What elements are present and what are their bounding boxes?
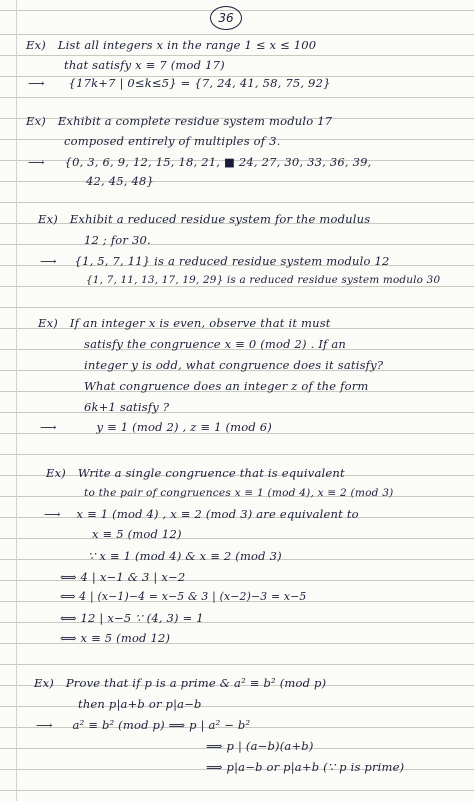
ex2-answer-line-1 [28,155,371,169]
ex1-answer-text-1: {17k+7 | 0≤k≤5} = {7, 24, 41, 58, 75, 92} [68,76,331,90]
ex5-answer-line-1 [44,507,359,521]
arrow-icon: ⟶ [44,507,61,521]
ex4-question-line-5: 6k+1 satisfy ? [84,400,170,414]
ex6-question-line-1 [34,676,326,690]
ex3-question-line-1 [38,212,370,226]
arrow-icon: ⟶ [40,420,57,434]
ex4-label: Ex) [38,316,58,330]
ex4-question-line-4: What congruence does an integer z of the form [84,379,369,393]
ex4-answer-text-1: y ≡ 1 (mod 2) , z ≡ 1 (mod 6) [96,420,272,434]
ex2-question-text-1: Exhibit a complete residue system modulo 17 [57,114,333,128]
ex5-step-line-4: ⟺ 12 | x−5 ∵ (4, 3) = 1 [60,611,204,625]
ex2-question-line-2: composed entirely of multiples of 3. [64,134,281,148]
ex6-answer-line-3: ⟹ p|a−b or p|a+b (∵ p is prime) [206,760,405,774]
ex4-question-text-1: If an integer x is even, observe that it must [69,316,331,330]
ex5-answer-line-2: x ≡ 5 (mod 12) [92,527,182,541]
arrow-icon: ⟶ [28,76,45,90]
ex4-question-line-1 [38,316,331,330]
ex4-question-line-3: integer y is odd, what congruence does it satisfy? [84,358,384,372]
ex6-question-line-2: then p|a+b or p|a−b [78,697,202,711]
ex2-label: Ex) [26,114,46,128]
ex1-label: Ex) [26,38,46,52]
ex3-answer-line-1 [40,254,390,268]
ex3-answer-line-2: {1, 7, 11, 13, 17, 19, 29} is a reduced residue system modulo 30 [86,274,441,286]
ex1-question-line-1 [26,38,316,52]
ex5-question-line-2: to the pair of congruences x ≡ 1 (mod 4), x ≡ 2 (mod 3) [84,487,394,499]
ex4-question-line-2: satisfy the congruence x ≡ 0 (mod 2) . If an [84,337,347,351]
ex2-answer-line-2: 42, 45, 48} [86,174,155,188]
ex2-question-line-1 [26,114,332,128]
ex1-answer-line-1 [28,76,331,90]
arrow-icon: ⟶ [28,155,45,169]
ex6-answer-line-2: ⟹ p | (a−b)(a+b) [206,739,314,753]
ex1-question-line-2: that satisfy x ≡ 7 (mod 17) [64,58,225,72]
ex6-label: Ex) [34,676,54,690]
ex6-answer-line-1 [36,718,250,732]
ex5-step-line-5: ⟺ x ≡ 5 (mod 12) [60,631,171,645]
ex5-step-line-1: ∵ x ≡ 1 (mod 4) & x ≡ 2 (mod 3) [88,549,282,563]
margin-line [16,0,17,801]
ex5-step-line-2: ⟺ 4 | x−1 & 3 | x−2 [60,570,186,584]
ex3-question-text-1: Exhibit a reduced residue system for the modulus [69,212,371,226]
arrow-icon: ⟶ [40,254,57,268]
ex5-step-line-3: ⟺ 4 | (x−1)−4 = x−5 & 3 | (x−2)−3 = x−5 [60,590,307,603]
page-number: 36 [210,6,242,30]
ex6-question-text-1: Prove that if p is a prime & a² ≡ b² (mod p) [65,676,327,690]
arrow-icon: ⟶ [36,718,53,732]
ex6-answer-text-1: a² ≡ b² (mod p) ⟹ p | a² − b² [72,718,251,732]
ex5-label: Ex) [46,466,66,480]
ex5-answer-text-1: x ≡ 1 (mod 4) , x ≡ 2 (mod 3) are equivalent to [76,507,359,521]
ex4-answer-line-1 [40,420,272,434]
ex3-answer-text-1: {1, 5, 7, 11} is a reduced residue system modulo 12 [74,254,390,268]
ex5-question-line-1 [46,466,345,480]
ex2-answer-text-1: {0, 3, 6, 9, 12, 15, 18, 21, ■ 24, 27, 30, 33, 36, 39, [64,155,372,169]
ex1-question-text-1: List all integers x in the range 1 ≤ x ≤ 100 [57,38,317,52]
ex5-question-text-1: Write a single congruence that is equivalent [77,466,345,480]
ex3-question-line-2: 12 ; for 30. [84,233,151,247]
ex3-label: Ex) [38,212,58,226]
